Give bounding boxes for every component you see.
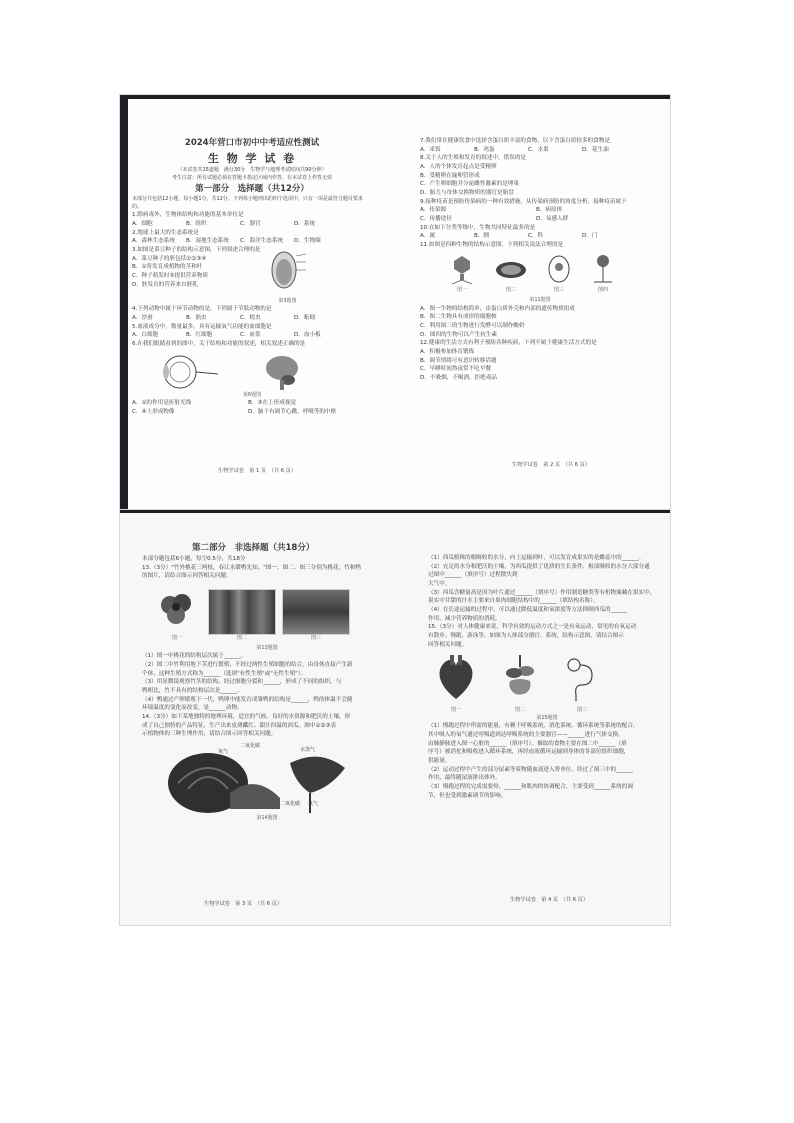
- bamboo-photo: [208, 589, 276, 635]
- q13-figure: [152, 587, 392, 642]
- q14-figure: [160, 743, 360, 815]
- option: C．传播途径: [420, 215, 452, 222]
- option: B．湿地生态系统: [186, 238, 229, 245]
- seed-figure: [266, 246, 308, 305]
- figure-label: 图一: [450, 706, 461, 713]
- option: A．人的个体发育起点是受精卵: [420, 163, 497, 170]
- question-line: （1）西瓜植株的根吸收的水分，向上运输到叶，可以发育成果实的是雌蕊中的______。: [428, 555, 645, 561]
- option: C．海洋生态系统: [240, 238, 284, 245]
- question-line: 15.（3分）对人体健康来说，科学有效的运动方式之一是有氧运动，常见的有氧运动: [428, 624, 637, 631]
- question-options: [420, 232, 660, 241]
- option: A．米饭: [420, 146, 441, 153]
- option: C．蝗虫: [240, 315, 261, 322]
- question-line: （2）充足的水分和肥沃的土壤，为西瓜提供了优质的生长条件，根部吸收的水分大部分通: [428, 563, 650, 570]
- option: C．④上形成物像: [132, 409, 175, 416]
- figure-two: [494, 254, 528, 295]
- figure-label: 图三: [310, 634, 321, 641]
- figure-label: 图三: [576, 706, 587, 713]
- page-footer: 生物学试卷 第 1 页 （共 6 页）: [218, 468, 297, 474]
- figure-four: [590, 254, 616, 295]
- part1-instruction: 本部分共包括12小题，每小题1分，共12分。下列每小题列出的四个选项中，只有一项是最符合题目要求的。: [132, 195, 363, 210]
- page-footer: 生物学试卷 第 4 页 （共 6 页）: [510, 897, 589, 903]
- option: D．生物圈: [294, 238, 321, 245]
- option: D．血小板: [294, 332, 321, 339]
- exam-photo-bottom: [120, 510, 670, 925]
- question-line: 成了自己独特的产品特征，生产出来皮薄瓤红、甜汁四溢的西瓜。图中①②③表: [142, 722, 337, 729]
- question-line: 回答相关问题。: [428, 641, 468, 648]
- question-stem: 5.血液成分中，数量最多，具有运输氧气功能的血细胞是: [132, 323, 272, 330]
- option: C．种子萌发时⑤提供营养物质: [132, 272, 209, 279]
- question-line: 作用，减少营养物质的消耗。: [428, 615, 501, 622]
- option: D．脑干有调节心跳、呼吸等的中枢: [248, 409, 337, 416]
- option: C．产生卵细胞并分泌雌性激素的是卵巢: [420, 181, 520, 188]
- question-line: （3）用显微镜观察竹茎的结构，经过细胞分裂和______，形成了不同的组织，与: [142, 679, 342, 686]
- question-line: （1）图一中桃花的结构层次属于______。: [142, 653, 247, 660]
- option: A．细胞: [132, 221, 153, 228]
- figure-one: [448, 254, 476, 295]
- gas-label: 二氧化碳: [240, 742, 261, 749]
- figure-one: [434, 653, 478, 714]
- option: A．森林生态系统: [132, 238, 175, 245]
- option: C．利用图三的生物进行发酵可以制作酸奶: [420, 323, 525, 329]
- question-line: 示植物体的三种生理作用，请结合图示回答相关问题。: [142, 731, 277, 738]
- figure-label: 图一: [456, 287, 467, 294]
- question-line: 14.（3分）如下某地独特的地理环境，适宜的气候、良好的水资源和肥沃的土壤，形: [142, 713, 351, 720]
- question-stem: 7.我们常在健康饮食中选择含蛋白质丰富的食物，以下含蛋白质较多的食物是: [420, 138, 610, 144]
- option: B．组织: [186, 221, 207, 228]
- question-line: 有散步、慢跑、游泳等。如图为人体部分器官、系统，结构示意图，请结合图示: [428, 632, 624, 639]
- figure-caption: 第13题图: [256, 644, 278, 651]
- option: B．①将发育成植物的茎和叶: [132, 264, 203, 271]
- question-options: [420, 206, 660, 215]
- question-options: [132, 237, 372, 246]
- option: A．属: [420, 233, 436, 240]
- question-line: （3）慢跑过程的完成需要骨、______和肌肉的协调配合，主要受到______系统的调: [428, 783, 633, 790]
- photo-dark-edge: [120, 95, 128, 510]
- option: C．器官: [240, 221, 261, 228]
- option: A．白细胞: [132, 332, 159, 339]
- figure-caption: 第14题图: [256, 814, 278, 821]
- watermelon-illustration: [160, 743, 360, 815]
- question-stem: 9.接种疫苗是预防传染病的一种有效措施，从传染病预防的角度分析，接种疫苗属于: [420, 198, 627, 205]
- option: B．涡虫: [186, 315, 207, 322]
- option: D．蚯蚓: [294, 315, 316, 322]
- option: D．系统: [294, 221, 316, 228]
- bean-seed-illustration: [266, 246, 308, 294]
- option: A．积极参加体育锻炼: [420, 348, 475, 355]
- option: D．胚发育的营养来自胚乳: [132, 281, 198, 288]
- part2-heading: 第二部分 非选择题（共18分）: [192, 543, 315, 553]
- digestive-system-icon: [500, 653, 540, 703]
- option: B．受精卵在输卵管形成: [420, 172, 480, 179]
- page-2: [420, 137, 660, 383]
- question-options: [420, 146, 660, 155]
- page-4: [428, 554, 666, 800]
- question-stem: 8.关于人的生殖和发育的叙述中，错误的是: [420, 155, 527, 162]
- question-line: 环境温度的变化而改变，是______动物。: [142, 705, 243, 712]
- heart-icon: [434, 653, 478, 703]
- figure-three: [562, 653, 602, 714]
- question-line: 鸭相比，竹不具有的结构层次是______。: [142, 687, 243, 694]
- question-line: 序号）被消化和吸收进入循环系统，再经血液循环运输到身体的各部位组织细胞，: [428, 749, 630, 756]
- yeast-cell-icon: [546, 254, 572, 284]
- figure-three: [282, 589, 350, 643]
- figure-one: [152, 587, 202, 642]
- option: D．不吸烟，不喝酒，拒绝毒品: [420, 374, 498, 381]
- figure-three: [546, 254, 572, 295]
- option: C．血浆: [240, 332, 261, 339]
- exam-notice: 考生注意：所有试题必须在答题卡指定区域内作答，在本试卷上作答无效: [171, 174, 332, 181]
- option: A．传染源: [420, 207, 447, 214]
- bacterium-icon: [494, 254, 528, 284]
- option: D．胎儿与母体交换物质的器官是胎盘: [420, 189, 514, 196]
- page-1: [132, 137, 372, 417]
- question-line: 节，但也受到激素调节的影响。: [428, 792, 507, 799]
- brain-illustration: [262, 352, 306, 392]
- figure-label: 图二: [514, 706, 525, 713]
- figure-label: 图二: [236, 634, 247, 641]
- option: D．门: [582, 233, 598, 240]
- question-line: （3）西瓜含糖量高是因为叶片通过______（填序号）作用制造糖类等有机物储藏在果实中，: [428, 589, 656, 596]
- page-footer: 生物学试卷 第 3 页 （共 6 页）: [204, 901, 283, 907]
- figure-two: [208, 589, 276, 643]
- exam-photo-top: [120, 95, 670, 510]
- eye-illustration: [144, 352, 254, 392]
- question-line: （2）运动过程中产生的部分尿素等废物随血液进入肾单位，经过了图三中的______: [428, 766, 633, 773]
- option: A．①的作用是折射光线: [132, 400, 192, 407]
- question-line: 的图片，请结合图示回答相关问题。: [142, 573, 232, 580]
- option: A．图一生物的结构简单，由蛋白质外壳和内部的遗传物质组成: [420, 305, 575, 312]
- duck-photo: [282, 589, 350, 635]
- option: C．科: [528, 233, 544, 240]
- question-line: 13.（3分）"竹外桃花三两枝，春江水暖鸭先知。"图一、图二、图三分别为桃花、竹和鸭: [142, 564, 361, 571]
- mold-icon: [590, 254, 616, 284]
- figure-caption: 第6题图: [242, 391, 262, 398]
- question-line: （4）在长途运输的过程中，可以通过降低温度和氧浓度等方法抑制西瓜的______: [428, 606, 628, 613]
- option: B．调节情绪可有意识转移话题: [420, 357, 497, 364]
- option: B．纲: [474, 233, 490, 240]
- organisms-figure: [448, 254, 660, 295]
- question-options: [132, 399, 372, 408]
- question-line: 大气中。: [428, 580, 451, 587]
- option: B．鸡蛋: [474, 146, 495, 153]
- question-line: 作用，最终随尿液排出体外。: [428, 775, 501, 782]
- question-options: [132, 314, 372, 323]
- question-stem: 12.健康的生活方式有利于预防各种疾病，下列不属于健康生活方式的是: [420, 340, 597, 347]
- question-stem: 10.在如下分类等级中，生物共同特征最多的是: [420, 224, 536, 231]
- question-line: （4）鸭通过产卵繁殖下一代，鸭卵中能发育成雏鸭的结构是______，鸭的体温不会随: [142, 696, 353, 703]
- question-3-block: [132, 246, 372, 305]
- question-stem: 11.如图是四种生物的结构示意图，下列相关说法合理的是: [420, 241, 564, 248]
- eye-brain-figure: [144, 352, 372, 392]
- page-3: [142, 542, 392, 823]
- question-stem: 2.地球上最大的生态系统是: [132, 229, 199, 236]
- figure-caption: 第11题图: [529, 296, 551, 303]
- gas-label: 氧气: [308, 800, 319, 807]
- question-stem: 4.下列动物中属于环节动物的是，下列属于节肢动物的是: [132, 306, 272, 313]
- question-line: 个体，这种生殖方式称为______（选填"有性生殖"或"无性生殖"）。: [142, 670, 307, 677]
- question-options: [132, 331, 372, 340]
- figure-two: [500, 653, 540, 714]
- nephron-icon: [562, 653, 602, 703]
- question-line: （2）图二中竹利用地下茎进行繁殖，不经过两性生殖细胞的结合，由母体直接产生新: [142, 661, 353, 668]
- question-line: 果实中甘甜的汁水主要来自果肉细胞结构中的______（填结构名称）。: [428, 598, 599, 605]
- figure-caption: 第3题图: [278, 297, 297, 304]
- question-stem: 1.除病毒外，生物体结构和功能的基本单位是: [132, 212, 244, 219]
- figure-label: 图三: [553, 287, 564, 294]
- option: D．图四的生物可以产生抗生素: [420, 331, 498, 338]
- option: D．易感人群: [536, 215, 569, 222]
- option: A．菜豆种子的胚包括①②③④: [132, 255, 207, 262]
- option: B．病原体: [536, 207, 563, 214]
- option: B．③在上形成视觉: [248, 400, 297, 407]
- exam-info: （本试卷共15道题 满分30分 生物学与地理考试时间共90分钟）: [177, 167, 327, 174]
- option: C．早睡时间熬夜常不吃早餐: [420, 366, 492, 373]
- gas-label: 水蒸气: [300, 746, 316, 753]
- option: D．花生油: [582, 146, 609, 153]
- part2-instruction: 本部分题包括6小题，每空0.5分，共18分: [142, 556, 246, 563]
- gas-label: 氧气: [218, 748, 229, 755]
- figure-label: 图四: [597, 287, 608, 294]
- figure-label: 图二: [505, 287, 516, 294]
- gas-label: 二氧化碳: [280, 800, 301, 807]
- option: C．水果: [528, 146, 549, 153]
- exam-title: 2024年营口市初中中考适应性测试: [184, 138, 320, 148]
- question-line: 由肺静脉进入图一心脏的______（填序号）。摄取的食物主要在图二中______（填: [428, 740, 627, 747]
- question-options: [132, 408, 372, 417]
- question-line: 其中吸入的氧气通过呼吸道到达呼吸系统的主要器官——______进行气体交换，: [428, 732, 624, 739]
- subject-title: 生 物 学 试 卷: [207, 152, 297, 166]
- question-line: （1）慢跑过程中所需的能量，有赖于呼吸系统、消化系统、循环系统等系统的配合，: [428, 723, 639, 730]
- question-options: [132, 220, 372, 229]
- option: A．沙蚕: [132, 315, 153, 322]
- option: B．图二生物具有成形的细胞核: [420, 314, 497, 321]
- photo-dark-edge: [120, 95, 670, 99]
- figure-caption: 第15题图: [536, 714, 558, 721]
- q15-figure: [434, 653, 666, 714]
- peach-flower-icon: [152, 587, 202, 631]
- page-footer: 生物学试卷 第 2 页 （共 6 页）: [512, 462, 591, 468]
- question-options: [420, 215, 660, 224]
- question-line: 过图中______（填序号）过程散失到: [428, 572, 518, 579]
- question-line: 供能量。: [428, 758, 451, 764]
- figure-label: 图一: [171, 634, 182, 641]
- virus-icon: [448, 254, 476, 284]
- question-stem: 3.如图是菜豆种子的结构示意图，下列叙述合理的是: [132, 247, 261, 254]
- photo-dark-edge: [120, 510, 670, 513]
- option: B．红细胞: [186, 332, 213, 339]
- part1-heading: 第一部分 选择题（共12分）: [195, 183, 309, 194]
- question-stem: 6.在我们眼睛看到的图中，关于结构和功能的叙述，相关叙述正确的是: [132, 341, 306, 348]
